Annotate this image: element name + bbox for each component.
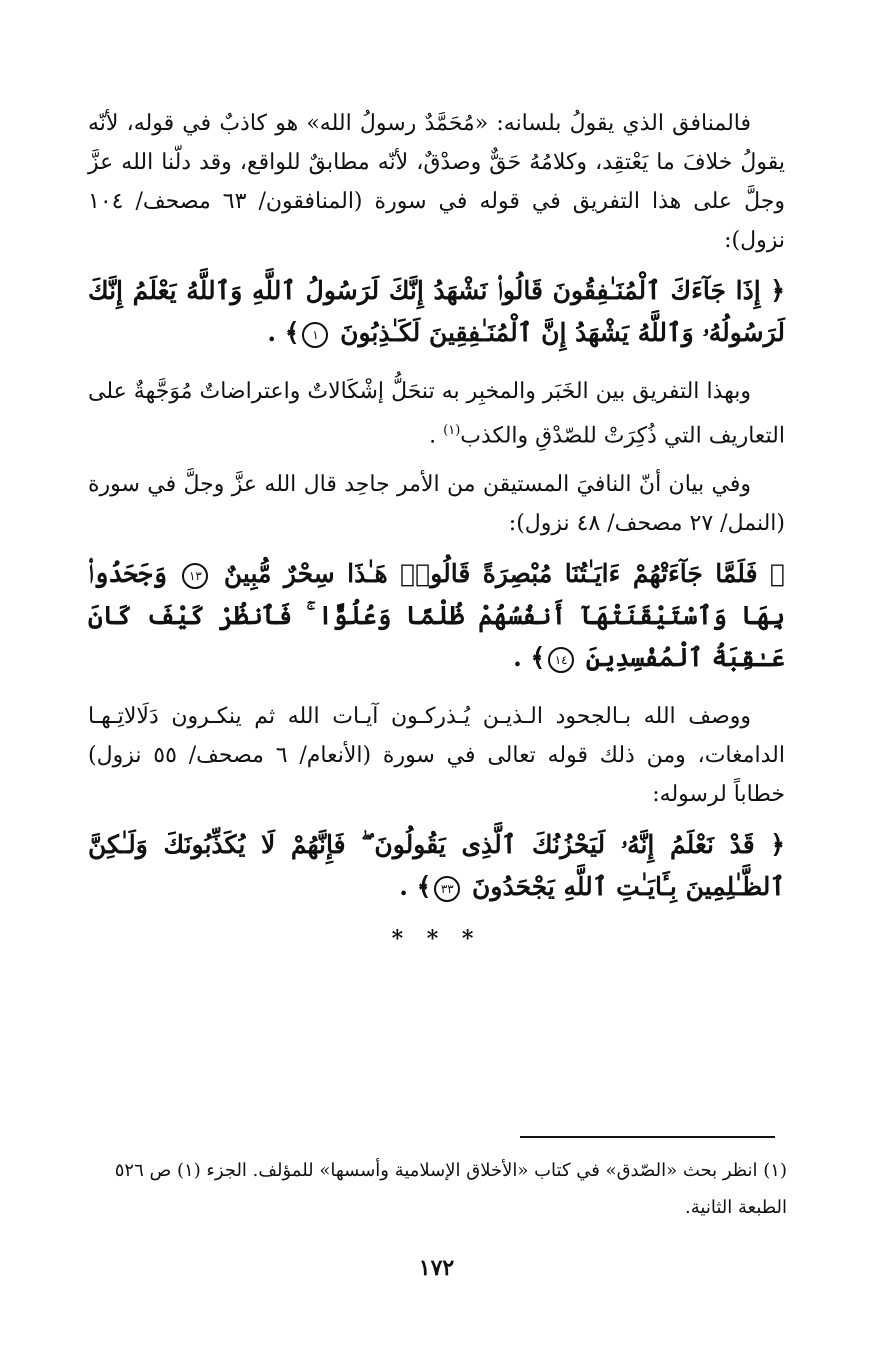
main-text	[88, 104, 785, 952]
verse-text: ﴿ قَدْ نَعْلَمُ إِنَّهُۥ لَيَحْزُنُكَ ٱلَّذِى يَقُولُونَ ۖ فَإِنَّهُمْ لَا يُكَذِّبُونَكَ وَلَـٰكِنَّ ٱلظَّـٰلِمِينَ بِـَٔايَـٰتِ ٱللَّهِ يَجْحَدُونَ	[88, 830, 785, 902]
ayah-number-marker: ٣٣	[434, 876, 460, 902]
paragraph: فالمنافق الذي يقولُ بلسانه: «مُحَمَّدٌ رسولُ الله» هو كاذبٌ في قوله، لأنّه يقولُ خلافَ ما يَعْتقِد، وكلامُهُ حَقٌّ وصدْقٌ، لأنّه مطابقٌ للواقع، وقد دلّنا الله عزَّ وجلَّ على هذا التفريق في قوله في سورة (المنافقون/ ٦٣ مصحف/ ١٠٤ نزول):	[88, 111, 785, 253]
section-divider-stars: * * *	[391, 926, 482, 953]
quran-verse	[88, 553, 785, 679]
verse-close: ﴾ .	[399, 872, 432, 902]
ayah-number-marker: ١	[302, 322, 328, 348]
paragraph-text: وبهذا التفريق بين الخَبَر والمخبِر به تنحَلُّ إشْكَالاتٌ واعتراضاتٌ مُوَجَّهةٌ على التعاريف التي ذُكِرَتْ للصّدْقِ والكذب	[88, 379, 785, 449]
footnote-marker: (١)	[443, 423, 461, 438]
verse-text: ﴿ فَلَمَّا جَآءَتْهُمْ ءَايَـٰتُنَا مُبْصِرَةً قَالُوا۟ هَـٰذَا سِحْرٌ مُّبِينٌ	[223, 559, 785, 589]
footnote-separator	[520, 1136, 775, 1138]
quran-verse	[88, 270, 785, 354]
verse-text: وَجَحَدُوا۟ بِهَا وَٱسْتَيْقَنَتْهَآ أَنفُسُهُمْ ظُلْمًا وَعُلُوًّا ۚ فَٱنظُرْ كَيْفَ كَانَ عَـٰقِبَةُ ٱلْمُفْسِدِينَ	[88, 559, 785, 673]
footnote: (١) انظر بحث «الصّدق» في كتاب «الأخلاق الإسلامية وأسسها» للمؤلف. الجزء (١) ص ٥٢٦ الطبعة الثانية.	[114, 1160, 787, 1218]
paragraph: ووصف الله بـالجحود الـذيـن يُـذركـون آيـات الله ثم ينكـرون دَلَالاتِـهـا الدامغات، ومن ذلك قوله تعالى في سورة (الأنعام/ ٦ مصحف/ ٥٥ نزول) خطاباً لرسوله:	[88, 704, 785, 808]
paragraph: وبهذا التفريق بين الخَبَر والمخبِر به تنحَلُّ إشْكَالاتٌ واعتراضاتٌ مُوَجَّهةٌ على التعاريف التي ذُكِرَتْ للصّدْقِ والكذب$^{(١)}$ .	[88, 379, 785, 449]
verse-close: ﴾ .	[267, 318, 300, 347]
paragraph: وفي بيان أنّ النافيَ المستيقن من الأمر جاحِد قال الله عزَّ وجلَّ في سورة (النمل/ ٢٧ مصحف/ ٤٨ نزول):	[88, 472, 785, 537]
ayah-number-marker: ١٤	[548, 647, 574, 673]
page-number: ١٧٢	[418, 1255, 455, 1281]
quran-verse	[88, 824, 785, 908]
ayah-number-marker: ١٣	[182, 563, 208, 589]
verse-close: ﴾ .	[513, 643, 546, 673]
verse-text: ﴿ إِذَا جَآءَكَ ٱلْمُنَـٰفِقُونَ قَالُوا۟ نَشْهَدُ إِنَّكَ لَرَسُولُ ٱللَّهِ وَٱللَّهُ يَعْلَمُ إِنَّكَ لَرَسُولُهُۥ وَٱللَّهُ يَشْهَدُ إِنَّ ٱلْمُنَـٰفِقِينَ لَكَـٰذِبُونَ	[88, 276, 785, 347]
